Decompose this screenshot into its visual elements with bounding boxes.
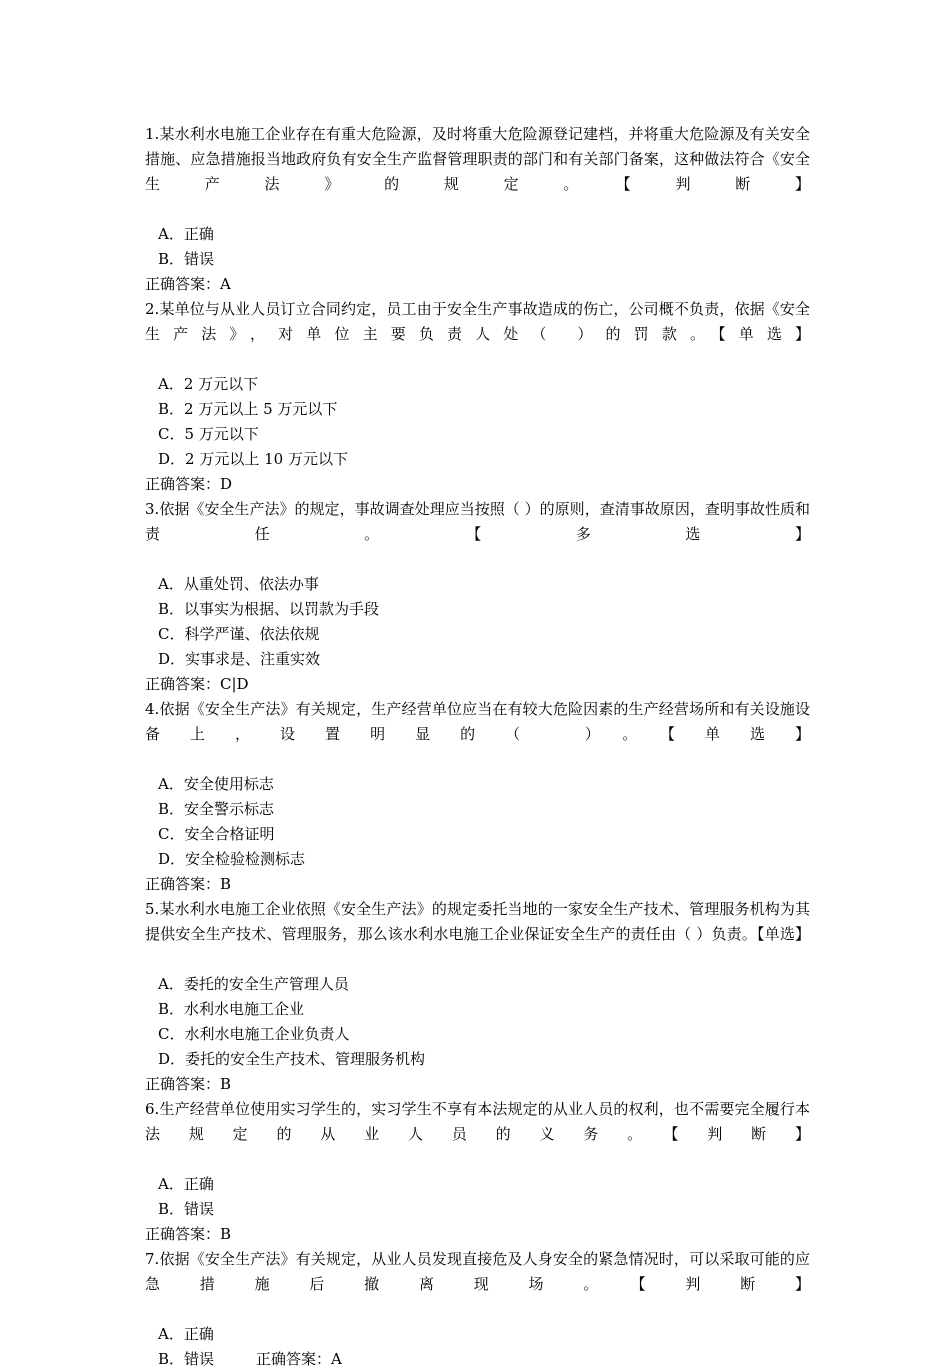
question-text: 6.生产经营单位使用实习学生的，实习学生不享有本法规定的从业人员的权利，也不需要完全履行本法规定的从业人员的义务。【判断】 <box>145 1100 810 1143</box>
option-b: B．安全警示标志 <box>158 800 275 818</box>
option-d: D．安全检验检测标志 <box>158 850 306 868</box>
correct-answer: 正确答案：A <box>256 1350 342 1368</box>
option-c: C．科学严谨、依法依规 <box>158 625 320 643</box>
question-7 <box>145 1247 810 1372</box>
correct-answer: 正确答案：B <box>145 1075 232 1093</box>
option-b: B．错误 <box>158 250 215 268</box>
option-a: A．2 万元以下 <box>158 375 259 393</box>
question-5 <box>145 897 810 1097</box>
option-a: A．正确 <box>158 225 214 243</box>
question-text: 3.依据《安全生产法》的规定，事故调查处理应当按照（ ）的原则，查清事故原因，查明事故性质和责任。【多选】 <box>145 500 810 543</box>
question-2 <box>145 297 810 497</box>
option-d: D．2 万元以上 10 万元以下 <box>158 450 348 468</box>
correct-answer: 正确答案：D <box>145 475 233 493</box>
option-b: B．2 万元以上 5 万元以下 <box>158 400 338 418</box>
option-a: A．安全使用标志 <box>158 775 274 793</box>
question-text: 7.依据《安全生产法》有关规定，从业人员发现直接危及人身安全的紧急情况时，可以采取可能的应急措施后撤离现场。【判断】 <box>145 1250 810 1293</box>
question-6 <box>145 1097 810 1247</box>
question-text: 2.某单位与从业人员订立合同约定，员工由于安全生产事故造成的伤亡，公司概不负责，依据《安全生产法》，对单位主要负责人处（ ）的罚款。【单选】 <box>145 300 810 343</box>
option-c: C．5 万元以下 <box>158 425 259 443</box>
question-3 <box>145 497 810 697</box>
question-text: 1.某水利水电施工企业存在有重大危险源，及时将重大危险源登记建档，并将重大危险源及有关安全措施、应急措施报当地政府负有安全生产监督管理职责的部门和有关部门备案，这种做法符合《安全生产法》的规定。【判断】 <box>145 125 810 193</box>
option-a: A．正确 <box>158 1325 214 1343</box>
option-b: B．错误 <box>158 1350 215 1368</box>
question-text: 4.依据《安全生产法》有关规定，生产经营单位应当在有较大危险因素的生产经营场所和有关设施设备上，设置明显的（ ）。【单选】 <box>145 700 810 743</box>
option-b: B．以事实为根据、以罚款为手段 <box>158 600 380 618</box>
option-a: A．正确 <box>158 1175 214 1193</box>
option-d: D．实事求是、注重实效 <box>158 650 321 668</box>
option-d: D．委托的安全生产技术、管理服务机构 <box>158 1050 426 1068</box>
question-1 <box>145 122 810 297</box>
correct-answer: 正确答案：A <box>145 275 231 293</box>
option-b-row <box>145 1347 810 1372</box>
correct-answer: 正确答案：B <box>145 875 232 893</box>
question-4 <box>145 697 810 897</box>
question-text: 5.某水利水电施工企业依照《安全生产法》的规定委托当地的一家安全生产技术、管理服务机构为其提供安全生产技术、管理服务，那么该水利水电施工企业保证安全生产的责任由（ ）负责。【单选】 <box>145 900 810 943</box>
option-c: C．水利水电施工企业负责人 <box>158 1025 350 1043</box>
option-b: B．错误 <box>158 1200 215 1218</box>
option-a: A．委托的安全生产管理人员 <box>158 975 349 993</box>
document-page <box>145 122 810 1372</box>
option-c: C．安全合格证明 <box>158 825 275 843</box>
correct-answer: 正确答案：B <box>145 1225 232 1243</box>
correct-answer: 正确答案：C|D <box>145 675 249 693</box>
option-b: B．水利水电施工企业 <box>158 1000 305 1018</box>
option-a: A．从重处罚、依法办事 <box>158 575 319 593</box>
